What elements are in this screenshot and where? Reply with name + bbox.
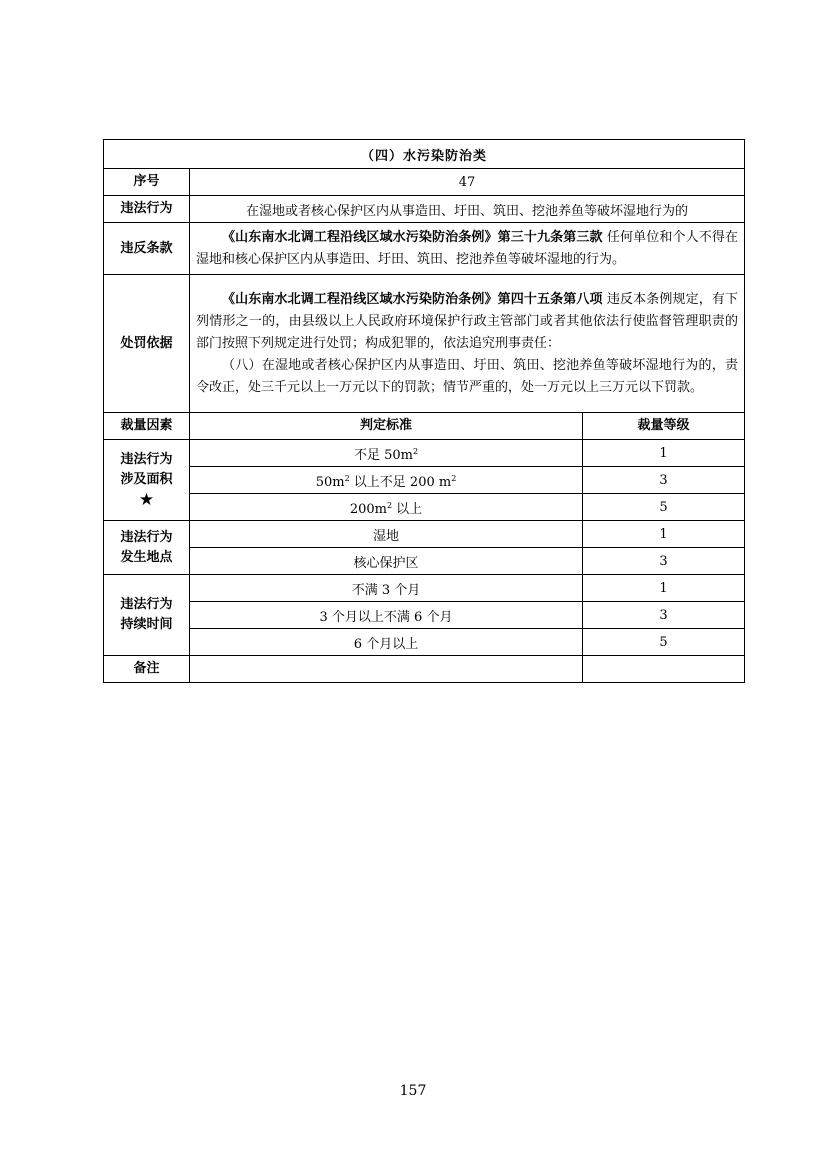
penalty-item: （八）在湿地或者核心保护区内从事造田、圩田、筑田、挖池养鱼等破坏湿地行为的，责令改正，处三千元以上一万元以下的罚款；情节严重的，处一万元以上三万元以下罚款。 xyxy=(196,357,739,395)
remark-row xyxy=(104,656,745,683)
duration-label-line-2: 持续时间 xyxy=(120,617,173,632)
remark-label: 备注 xyxy=(104,656,190,683)
area-label xyxy=(104,440,190,521)
duration-standard: 6 个月以上 xyxy=(190,629,583,656)
penalty-discretion-table xyxy=(103,139,745,683)
area-level: 1 xyxy=(583,440,745,467)
table-row xyxy=(104,521,745,548)
violation-row xyxy=(104,196,745,223)
header-row xyxy=(104,413,745,440)
area-label-line-1: 违法行为 xyxy=(120,452,173,467)
penalty-ref: 《山东南水北调工程沿线区域水污染防治条例》第四十五条第八项 xyxy=(222,291,603,307)
clause-ref: 《山东南水北调工程沿线区域水污染防治条例》第三十九条第三款 xyxy=(222,229,603,245)
location-label-line-2: 发生地点 xyxy=(120,549,173,565)
standard-header: 判定标准 xyxy=(190,413,583,440)
duration-level: 5 xyxy=(583,629,745,656)
duration-standard: 不满 3 个月 xyxy=(190,575,583,602)
area-level: 5 xyxy=(583,494,745,521)
location-label xyxy=(104,521,190,575)
star-icon: ★ xyxy=(138,490,155,510)
table-row xyxy=(104,548,745,575)
duration-level: 1 xyxy=(583,575,745,602)
table-row xyxy=(104,494,745,521)
table-row xyxy=(104,440,745,467)
remark-standard-cell xyxy=(190,656,583,683)
duration-level: 3 xyxy=(583,602,745,629)
location-level: 3 xyxy=(583,548,745,575)
location-label-line-1: 违法行为 xyxy=(120,529,173,545)
page-number: 157 xyxy=(399,1083,427,1099)
penalty-text: 违反本条例规定，有下列情形之一的，由县级以上人民政府环境保护行政主管部门或者其他依法行使监督管理职责的部门按照下列规定进行处罚；构成犯罪的，依法追究刑事责任： xyxy=(196,291,739,351)
serial-row xyxy=(104,169,745,196)
penalty-row xyxy=(104,275,745,413)
table-row xyxy=(104,575,745,602)
area-standard: $50m^2$ 以上不足 200 $m^2$ xyxy=(190,467,583,494)
area-standard: $200m^2$ 以上 xyxy=(190,494,583,521)
factor-header: 裁量因素 xyxy=(104,413,190,440)
location-level: 1 xyxy=(583,521,745,548)
duration-label xyxy=(104,575,190,656)
duration-label-line-1: 违法行为 xyxy=(120,597,173,612)
penalty-label: 处罚依据 xyxy=(104,275,190,413)
serial-value: 47 xyxy=(190,169,745,196)
table-title: （四）水污染防治类 xyxy=(104,140,745,169)
area-label-line-2: 涉及面积 xyxy=(120,472,173,487)
clause-label: 违反条款 xyxy=(104,223,190,275)
remark-level-cell xyxy=(583,656,745,683)
duration-standard: 3 个月以上不满 6 个月 xyxy=(190,602,583,629)
location-standard: 核心保护区 xyxy=(190,548,583,575)
table-row xyxy=(104,629,745,656)
serial-label: 序号 xyxy=(104,169,190,196)
location-standard: 湿地 xyxy=(190,521,583,548)
table-row xyxy=(104,467,745,494)
violation-label: 违法行为 xyxy=(104,196,190,223)
area-standard: 不足 $50m^2$ xyxy=(190,440,583,467)
level-header: 裁量等级 xyxy=(583,413,745,440)
clause-text: 任何单位和个人不得在湿地和核心保护区内从事造田、圩田、筑田、挖池养鱼等破坏湿地的行为。 xyxy=(196,229,739,267)
area-level: 3 xyxy=(583,467,745,494)
clause-content xyxy=(190,223,745,275)
violation-value: 在湿地或者核心保护区内从事造田、圩田、筑田、挖池养鱼等破坏湿地行为的 xyxy=(190,196,745,223)
clause-row xyxy=(104,223,745,275)
table-row xyxy=(104,602,745,629)
penalty-para-1 xyxy=(196,289,738,355)
penalty-content xyxy=(190,275,745,413)
